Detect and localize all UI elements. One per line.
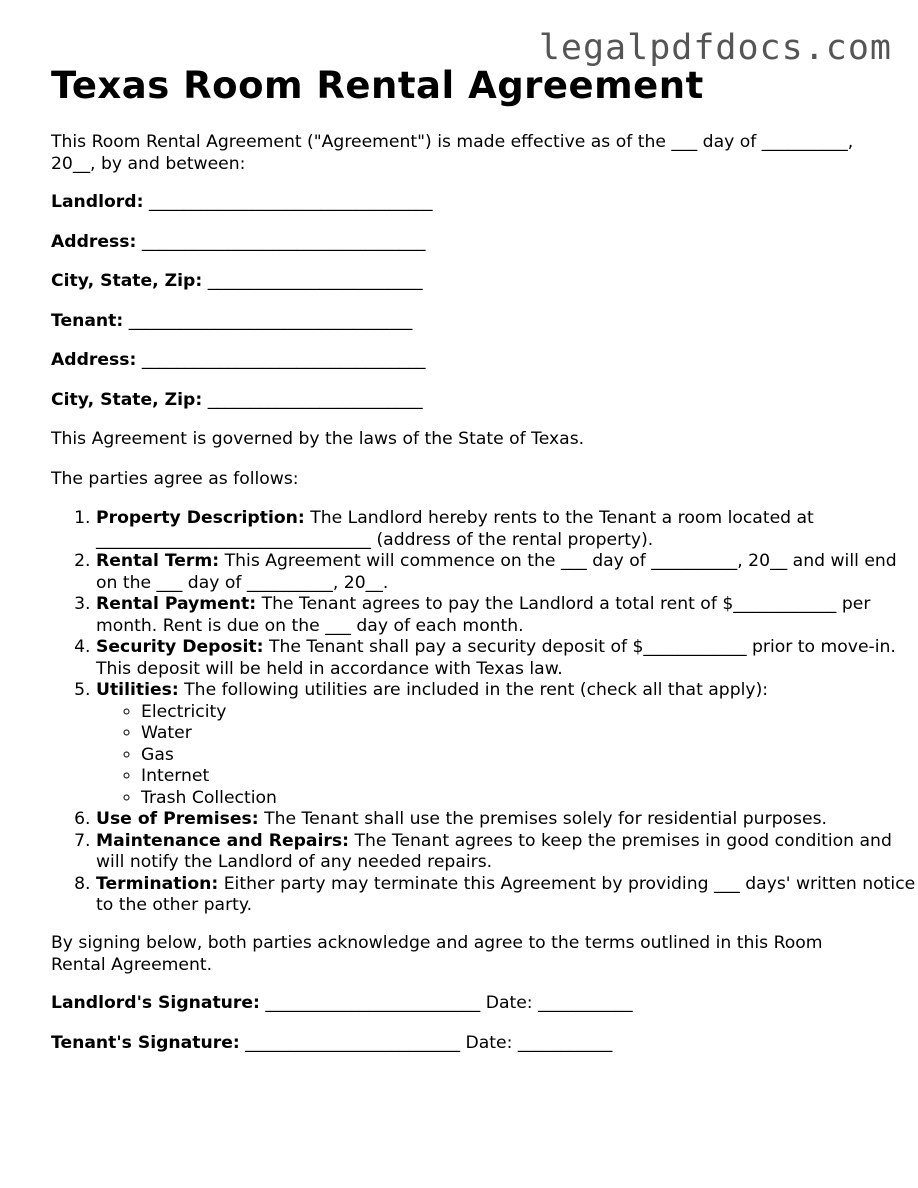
utility-item: ◦ Internet <box>141 766 916 788</box>
landlord-date-blank: ___________ <box>538 993 633 1013</box>
term-text: The Tenant agrees to keep the premises in good condition and will notify the Landlord of any needed repairs. <box>96 830 892 872</box>
landlord-city-line <box>51 271 881 311</box>
term-text: The Tenant shall use the premises solely for residential purposes. <box>258 809 828 829</box>
tenant-address-label: Address: <box>51 350 137 370</box>
term-item <box>96 594 916 637</box>
term-heading: Termination: <box>96 873 219 894</box>
term-item <box>96 874 916 917</box>
tenant-signature-label: Tenant's Signature: <box>51 1032 240 1053</box>
parties-block <box>51 192 881 429</box>
utility-item: ◦ Gas <box>141 745 916 767</box>
term-text: The Tenant agrees to pay the Landlord a total rent of $____________ per month. Rent is due on the ___ day of each month. <box>96 594 871 636</box>
utility-item: ◦ Electricity <box>141 702 916 724</box>
term-item <box>96 809 916 831</box>
landlord-city-blank: _________________________ <box>207 271 423 291</box>
term-item <box>96 637 916 680</box>
term-heading: Rental Payment: <box>96 594 257 614</box>
term-text: The Tenant shall pay a security deposit of $____________ prior to move-in. This deposit will be held in accordance with Texas law. <box>96 637 896 679</box>
intro-paragraph: This Room Rental Agreement ("Agreement") is made effective as of the ___ day of __________, 20__, by and between: <box>51 132 854 174</box>
term-item <box>96 551 916 594</box>
tenant-city-line <box>51 390 881 430</box>
utility-item: ◦ Water <box>141 723 916 745</box>
landlord-address-line <box>51 232 881 272</box>
term-text: The Landlord hereby rents to the Tenant a room located at ________________________________ (address of the rental property). <box>96 508 814 550</box>
term-heading: Utilities: <box>96 680 179 700</box>
term-item <box>96 831 916 874</box>
term-heading: Maintenance and Repairs: <box>96 830 349 851</box>
term-heading: Rental Term: <box>96 551 220 571</box>
tenant-signature-blank: _________________________ <box>245 1032 461 1053</box>
landlord-signature-blank: _________________________ <box>265 993 481 1013</box>
document-title: Texas Room Rental Agreement <box>51 64 704 107</box>
term-item <box>96 508 916 551</box>
term-heading: Property Description: <box>96 508 305 528</box>
agree-intro-paragraph: The parties agree as follows: <box>51 469 299 489</box>
utility-item: ◦ Trash Collection <box>141 788 916 810</box>
landlord-city-label: City, State, Zip: <box>51 271 203 291</box>
landlord-date-label: Date: <box>485 993 533 1013</box>
tenant-city-blank: _________________________ <box>207 389 423 410</box>
landlord-address-blank: _________________________________ <box>141 231 426 252</box>
closing-paragraph: By signing below, both parties acknowledge and agree to the terms outlined in this Room Rental Agreement. <box>51 933 823 975</box>
governing-law-paragraph: This Agreement is governed by the laws of the State of Texas. <box>51 429 585 449</box>
tenant-address-blank: _________________________________ <box>141 350 426 370</box>
term-text: Either party may terminate this Agreement by providing ___ days' written notice to the other party. <box>96 873 916 915</box>
term-text: The following utilities are included in the rent (check all that apply): <box>178 680 769 700</box>
landlord-label: Landlord: <box>51 192 144 212</box>
landlord-signature-line <box>51 993 881 1033</box>
landlord-blank: _________________________________ <box>148 192 433 212</box>
term-item <box>96 680 916 809</box>
tenant-date-blank: ___________ <box>517 1032 613 1053</box>
tenant-date-label: Date: <box>465 1032 513 1053</box>
signatures-block <box>51 993 881 1072</box>
landlord-signature-label: Landlord's Signature: <box>51 993 260 1013</box>
term-heading: Security Deposit: <box>96 637 264 657</box>
tenant-address-line <box>51 350 881 390</box>
tenant-label: Tenant: <box>51 310 124 331</box>
tenant-city-label: City, State, Zip: <box>51 389 203 410</box>
tenant-line <box>51 311 881 351</box>
utilities-list <box>96 702 916 810</box>
landlord-line <box>51 192 881 232</box>
terms-list <box>51 508 916 917</box>
term-text: This Agreement will commence on the ___ day of __________, 20__ and will end on the ___ day of __________, 20__. <box>96 551 897 593</box>
term-heading: Use of Premises: <box>96 809 259 829</box>
landlord-address-label: Address: <box>51 231 137 252</box>
tenant-blank: _________________________________ <box>128 310 413 331</box>
watermark: legalpdfdocs.com <box>538 28 892 68</box>
tenant-signature-line <box>51 1033 881 1073</box>
